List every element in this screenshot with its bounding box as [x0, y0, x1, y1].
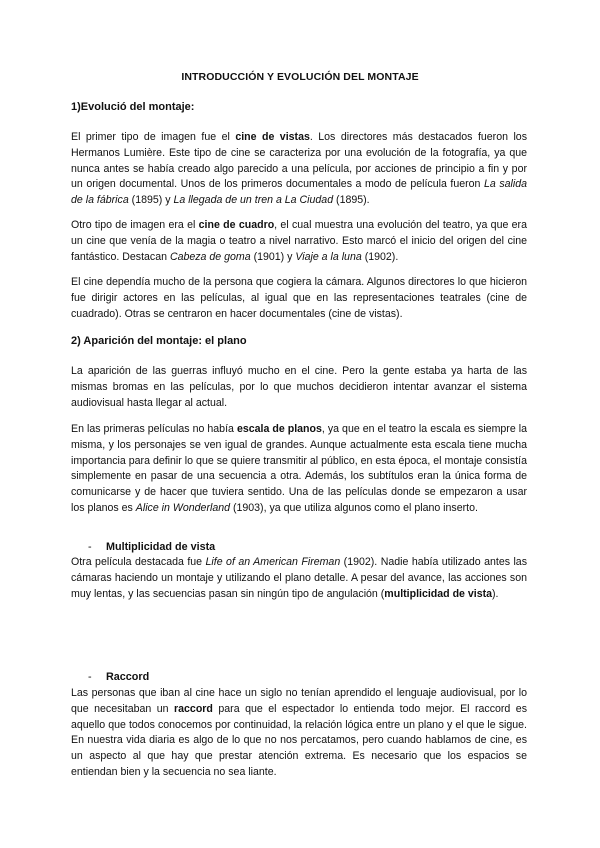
section1-heading: 1)Evolució del montaje: — [71, 101, 195, 113]
bullet-raccord — [88, 671, 149, 683]
section2-paragraph-1: La aparición de las guerras influyó mucho en el cine. Pero la gente estaba ya harta de las mismas bromas en las películas, por lo que muchos decidieron intentar avanzar el sistema audiovisual hasta llegar al actual. — [71, 365, 527, 409]
bullet1-paragraph: Otra película destacada fue Life of an American Fireman (1902). Nadie había utilizado antes las cámaras haciendo un montaje y utilizando el plano detalle. A pesar del avance, las acciones son muy lentas, y las secuencias pasan sin ningún tipo de angulación (multiplicidad de vista). — [71, 556, 527, 600]
section2-paragraph-2: En las primeras películas no había escala de planos, ya que en el teatro la escala es siempre la misma, y los personajes se ven igual de grandes. Aunque actualmente esta escala tiene mucha importancia para definir lo que se quiere transmitir al público, en esta época, el montaje consistía simplemente en pasar de una secuencia a otra. Además, los subtítulos eran la única forma de comunicarse y de hacer que tuviera sentido. Una de las películas donde se empezaron a usar los planos es Alice in Wonderland (1903), ya que utiliza algunos como el plano inserto. — [71, 423, 527, 514]
bullet-label: Multiplicidad de vista — [106, 541, 216, 553]
document-title: INTRODUCCIÓN Y EVOLUCIÓN DEL MONTAJE — [181, 71, 419, 83]
section1-paragraph-3: El cine dependía mucho de la persona que cogiera la cámara. Algunos directores lo que hicieron fue dirigir actores en las películas, al igual que en las representaciones teatrales (cine de cuadrado). Otras se centraron en hacer documentales (cine de vistas). — [71, 276, 527, 320]
bullet-dash: - — [88, 671, 92, 683]
bullet2-paragraph: Las personas que iban al cine hace un siglo no tenían aprendido el lenguaje audiovisual, por lo que necesitaban un raccord para que el espectador lo entienda todo mejor. El raccord es aquello que todos conocemos por continuidad, la relación lógica entre un plano y el que le sigue. En nuestra vida diaria es algo de lo que no nos percatamos, pero cuando hablamos de cine, es un aspecto al que hay que prestar atención extrema. Es necesario que los espacios se entiendan bien y la secuencia no sea liante. — [71, 687, 527, 778]
bullet-multiplicidad-de-vista — [88, 541, 215, 553]
bullet-label: Raccord — [106, 671, 150, 683]
section1-paragraph-1: El primer tipo de imagen fue el cine de vistas. Los directores más destacados fueron los Hermanos Lumière. Este tipo de cine se caracteriza por una evolución de la fotografía, ya que nunca antes se había creado algo parecido a una película, por acciones de principio a fin y por un origen documental. Unos de los primeros documentales a modo de película fueron La salida de la fábrica (1895) y La llegada de un tren a La Ciudad (1895). — [71, 131, 528, 207]
section1-paragraph-2: Otro tipo de imagen era el cine de cuadro, el cual muestra una evolución del teatro, ya que era un cine que venía de la magia o teatro a nivel narrativo. Esto marcó el inicio del origen del cine fantástico. Destacan Cabeza de goma (1901) y Viaje a la luna (1902). — [71, 219, 527, 263]
section2-heading: 2) Aparición del montaje: el plano — [71, 335, 247, 347]
bullet-dash: - — [88, 541, 92, 553]
